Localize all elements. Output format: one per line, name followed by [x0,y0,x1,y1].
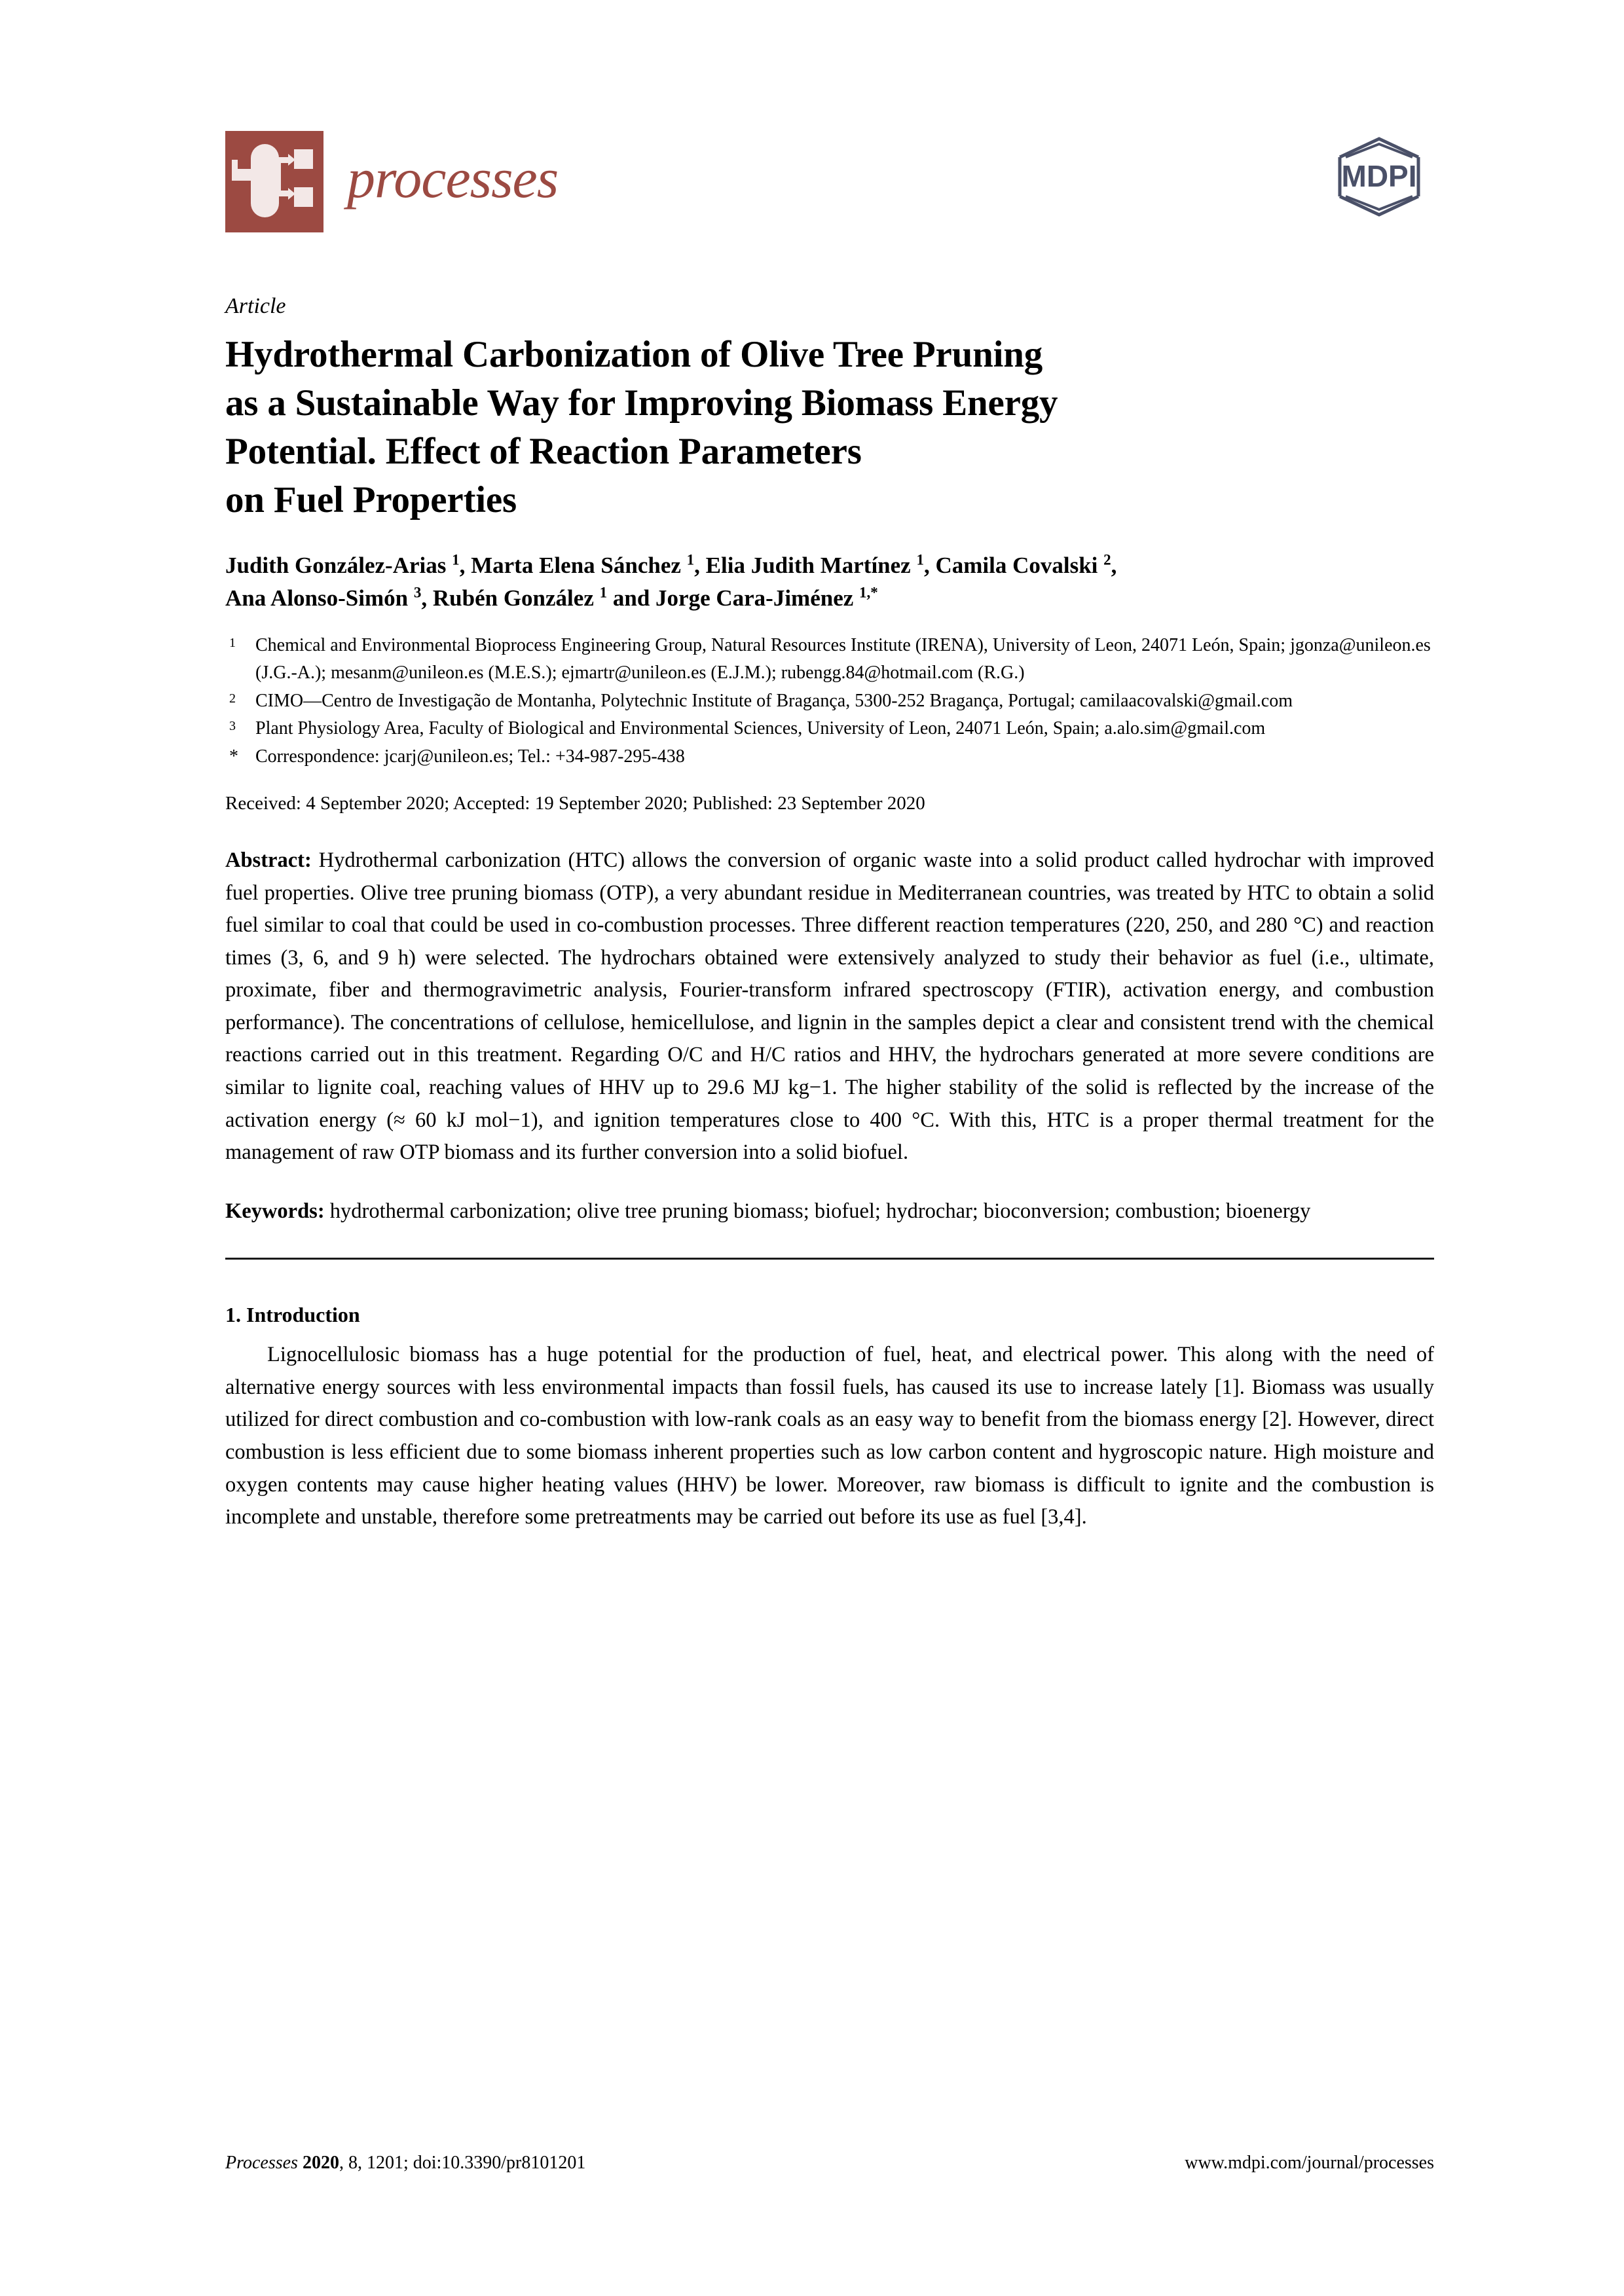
abstract-block [225,845,1434,1169]
logo-outlet-arrow-down-icon [275,175,281,196]
page-footer [225,2153,1434,2174]
author-line-2: Ana Alonso-Simón $^3$, Rubén González $^1$ and Jorge Cara-Jiménez $^{1,*}$ [225,584,878,611]
affiliation-text: CIMO—Centro de Investigação de Montanha, Polytechnic Institute of Bragança, 5300-252 Bragança, Portugal; camilaacovalski@gmail.com [255,690,1293,711]
content-column [225,0,1434,1534]
journal-name: processes [347,146,559,210]
affiliation-item [225,687,1434,716]
affiliation-item-correspondence [225,743,1434,771]
logo-outlet-arrow-up-icon [275,157,281,177]
footer-citation [225,2153,585,2174]
author-line-1: Judith González-Arias $^1$, Marta Elena Sánchez $^1$, Elia Judith Martínez $^1$, Camila Covalski $^2$, [225,551,1117,579]
affiliation-item [225,632,1434,687]
title-line-2: as a Sustainable Way for Improving Biomass Energy [225,382,1058,424]
keywords-text: hydrothermal carbonization; olive tree pruning biomass; biofuel; hydrochar; bioconversion; combustion; bioenergy [329,1199,1311,1223]
mdpi-logo-icon [1324,135,1434,219]
processes-logo-icon [225,131,323,232]
affiliation-marker: 2 [229,691,236,706]
footer-citation-rest: , 8, 1201; doi:10.3390/pr8101201 [339,2153,586,2173]
publication-history: Received: 4 September 2020; Accepted: 19 September 2020; Published: 23 September 2020 [225,793,925,814]
article-type-label: Article [225,294,286,318]
affiliation-text: Plant Physiology Area, Faculty of Biological and Environmental Sciences, University of Leon, 24071 León, Spain; a.alo.sim@gmail.com [255,718,1266,739]
affiliation-marker: 1 [229,635,236,650]
logo-product-box-bottom [294,187,313,207]
title-line-3: Potential. Effect of Reaction Parameters [225,430,862,472]
page-title [225,331,1434,524]
affiliation-text: Chemical and Environmental Bioprocess Engineering Group, Natural Resources Institute (IRENA), University of Leon, 24071 León, Spain; jgonza@unileon.es (J.G.-A.); mesanm@unileon.es (M.E.S.); ejmartr@unileon.es (E.J.M.); rubengg.84@hotmail.com (R.G.) [255,634,1431,683]
author-list [225,549,1434,614]
section-heading-introduction: 1. Introduction [225,1303,360,1327]
section-divider [225,1258,1434,1260]
masthead [225,131,1434,262]
title-line-4: on Fuel Properties [225,479,517,521]
logo-product-box-top [294,149,313,169]
keywords-block [225,1195,1434,1228]
section-paragraph-introduction: Lignocellulosic biomass has a huge potential for the production of fuel, heat, and electrical power. This along with the need of alternative energy sources with less environmental impacts than fossil fuels, has caused its use to increase lately [1]. Biomass was usually utilized for direct combustion and co-combustion with low-rank coals as an easy way to benefit from the biomass energy [2]. However, direct combustion is less efficient due to some biomass inherent properties such as low carbon content and hygroscopic nature. High moisture and oxygen contents may cause higher heating values (HHV) be lower. Moreover, raw biomass is difficult to ignite and the combustion is incomplete and unstable, therefore some pretreatments may be carried out before its use as fuel [3,4]. [225,1343,1434,1529]
affiliation-marker: 3 [229,719,236,734]
abstract-label: Abstract: [225,848,312,873]
title-line-1: Hydrothermal Carbonization of Olive Tree Pruning [225,333,1043,375]
footer-year: 2020 [302,2153,339,2173]
mdpi-logo-text: MDPI [1341,159,1417,193]
footer-url[interactable]: www.mdpi.com/journal/processes [1185,2153,1434,2173]
logo-inlet-arrow-icon [232,169,253,181]
affiliation-item [225,715,1434,743]
affiliations-list [225,632,1434,771]
abstract-text: Hydrothermal carbonization (HTC) allows the conversion of organic waste into a solid product called hydrochar with improved fuel properties. Olive tree pruning biomass (OTP), a very abundant residue in Mediterranean countries, was treated by HTC to obtain a solid fuel similar to coal that could be used in co-combustion processes. Three different reaction temperatures (220, 250, and 280 °C) and reaction times (3, 6, and 9 h) were selected. The hydrochars obtained were extensively analyzed to study their behavior as fuel (i.e., ultimate, proximate, fiber and thermogravimetric analysis, Fourier-transform infrared spectroscopy (FTIR), activation energy, and combustion performance). The concentrations of cellulose, hemicellulose, and lignin in the samples depict a clear and consistent trend with the chemical reactions carried out in this treatment. Regarding O/C and H/C ratios and HHV, the hydrochars generated at more severe conditions are similar to lignite coal, reaching values of HHV up to 29.6 MJ kg−1. The higher stability of the solid is reflected by the increase of the activation energy (≈ 60 kJ mol−1), and ignition temperatures close to 400 °C. With this, HTC is a proper thermal treatment for the management of raw OTP biomass and its further conversion into a solid biofuel. [225,848,1435,1165]
footer-journal: Processes [225,2153,298,2173]
keywords-label: Keywords: [225,1199,325,1223]
affiliation-text: Correspondence: jcarj@unileon.es; Tel.: +34-987-295-438 [255,746,685,767]
affiliation-marker: * [229,746,238,767]
journal-brand [225,131,558,232]
